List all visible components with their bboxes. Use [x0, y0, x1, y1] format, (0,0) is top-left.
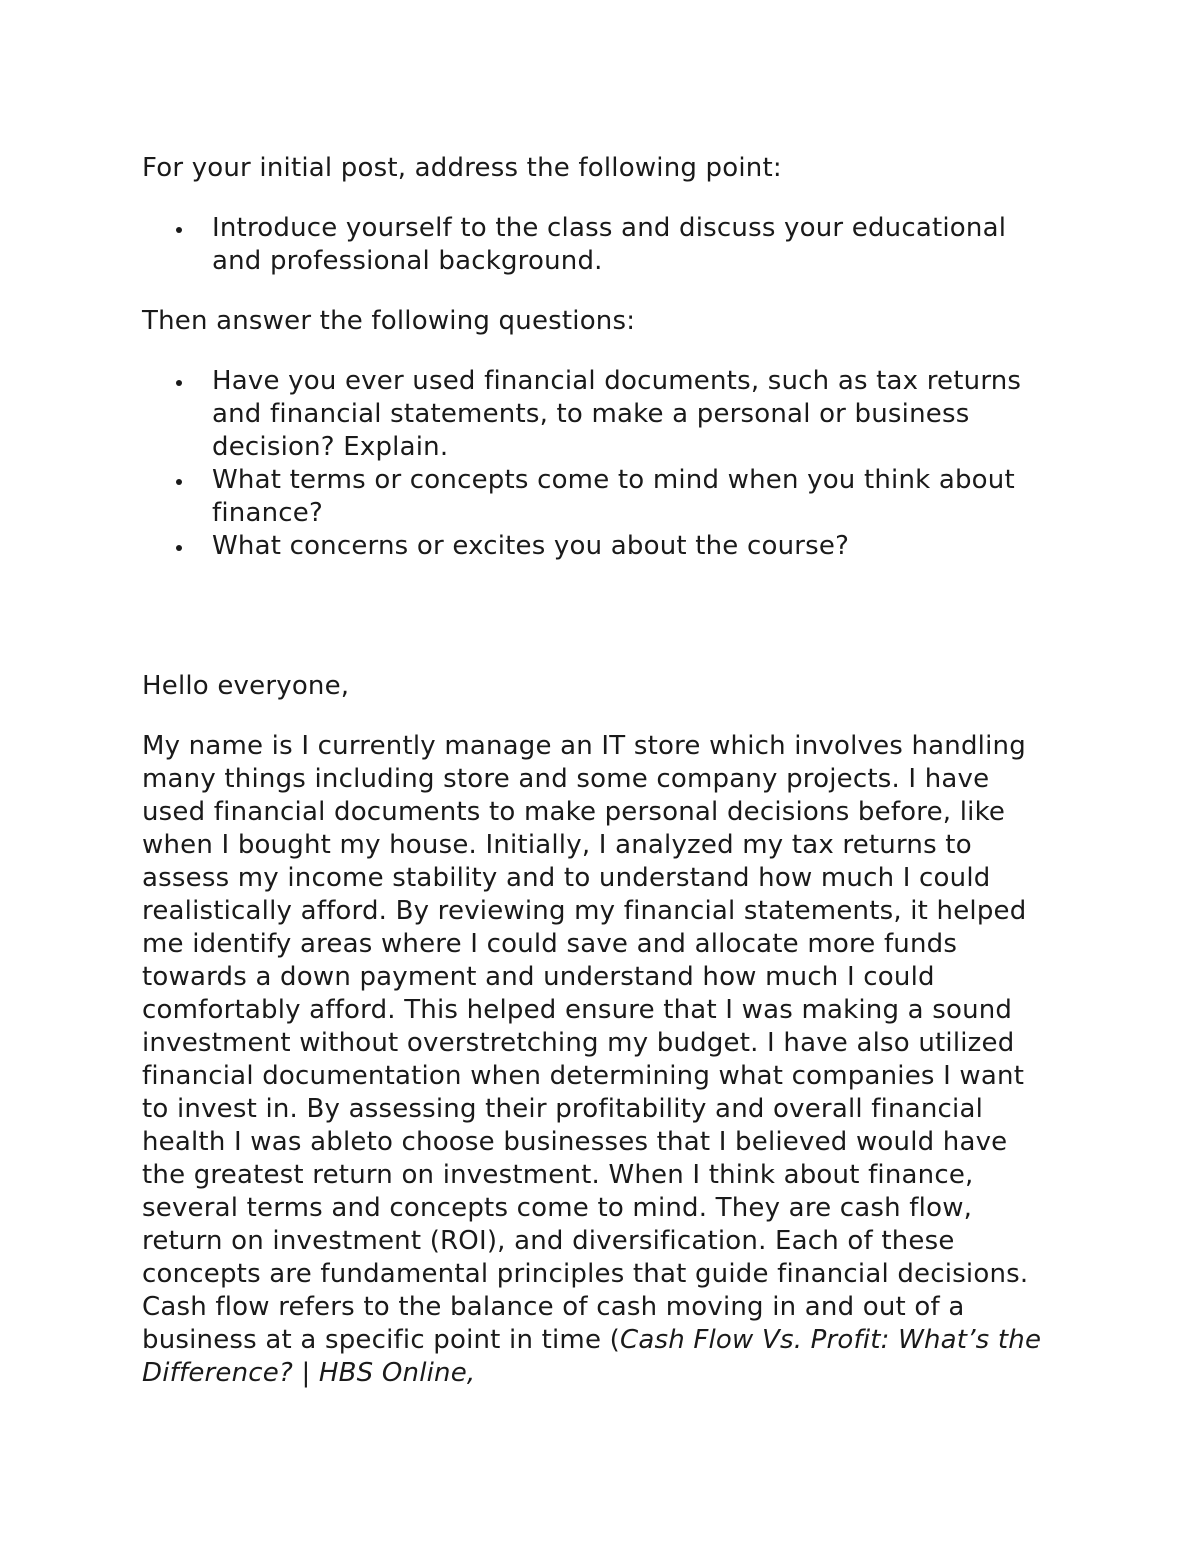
questions-intro: Then answer the following questions: [142, 306, 636, 336]
list-item: What terms or concepts come to mind when you think about finance? [142, 464, 1062, 530]
questions-list [142, 365, 1062, 563]
document-page [142, 152, 1062, 1390]
prompt-points-list [142, 212, 1062, 278]
response-body-text: My name is I currently manage an IT store which involves handling many things including store and some company projects. I have used financial documents to make personal decisions before, like when I bought my house. Initially, I analyzed my tax returns to assess my income stability and to understand how much I could realistically afford. By reviewing my financial statements, it helped me identify areas where I could save and allocate more funds towards a down payment and understand how much I could comfortably afford. This helped ensure that I was making a sound investment without overstretching my budget. I have also utilized financial documentation when determining what companies I want to invest in. By assessing their profitability and overall financial health I was ableto choose businesses that I believed would have the greatest return on investment. When I think about finance, several terms and concepts come to mind. They are cash flow, return on investment (ROI), and diversification. Each of these concepts are fundamental principles that guide financial decisions. Cash flow refers to the balance of cash moving in and out of a business at a specific point in time ( [142, 731, 1029, 1355]
list-item: What concerns or excites you about the course? [142, 530, 1062, 563]
response-greeting: Hello everyone, [142, 671, 350, 701]
list-item: Have you ever used financial documents, such as tax returns and financial statements, to make a personal or business decision? Explain. [142, 365, 1062, 464]
list-item: Introduce yourself to the class and discuss your educational and professional background. [142, 212, 1062, 278]
prompt-intro: For your initial post, address the following point: [142, 153, 782, 183]
spacer [142, 590, 1062, 670]
response-body [142, 730, 1052, 1390]
citation-text: Cash Flow Vs. Profit: What’s the Difference? | HBS Online, [142, 1325, 1042, 1388]
